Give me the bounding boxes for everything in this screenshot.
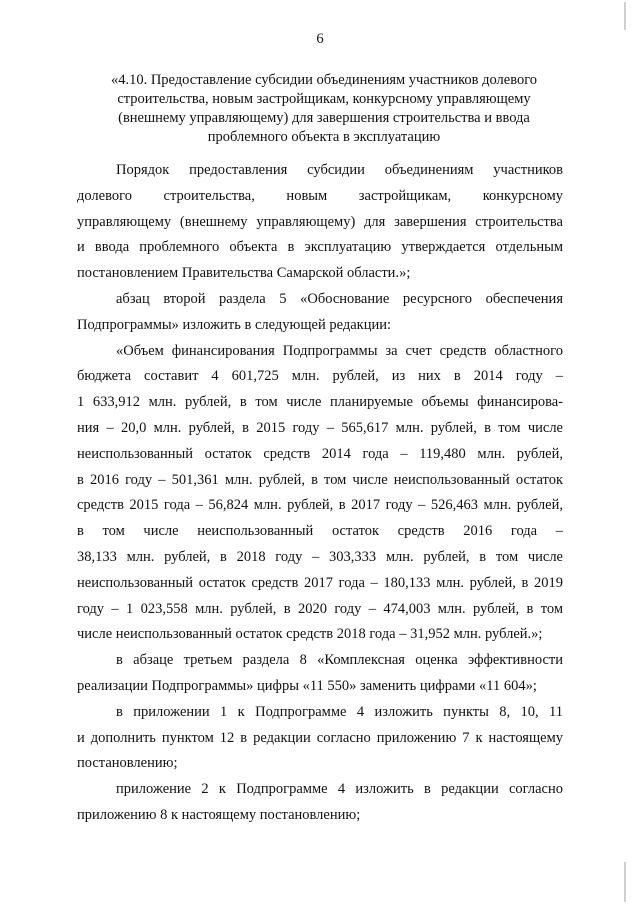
paragraph-line: и дополнить пунктом 12 в редакции согласно приложению 7 к настоящему — [77, 729, 563, 746]
paragraph-line: году – 1 023,558 млн. рублей, в 2020 году – 474,003 млн. рублей, в том — [77, 600, 563, 617]
paragraph-line: в приложении 1 к Подпрограмме 4 изложить пункты 8, 10, 11 — [116, 703, 563, 720]
heading-line: «4.10. Предоставление субсидии объединениям участников долевого — [110, 72, 538, 88]
paragraph-line: неиспользованный остаток средств 2017 года – 180,133 млн. рублей, в 2019 — [77, 574, 563, 591]
paragraph-line: постановлением Правительства Самарской области.»; — [77, 265, 411, 282]
paragraph-line: неиспользованный остаток средств 2014 года – 119,480 млн. рублей, — [77, 445, 563, 462]
paragraph-line: бюджета составит 4 601,725 млн. рублей, из них в 2014 году – — [77, 368, 563, 385]
body-paragraph — [77, 287, 563, 339]
paragraph-line: числе неиспользованный остаток средств 2018 года – 31,952 млн. рублей.»; — [77, 626, 543, 643]
heading-line: строительства, новым застройщикам, конкурсному управляющему — [117, 91, 531, 107]
body-paragraph — [77, 158, 563, 287]
paragraph-line: в 2016 году – 501,361 млн. рублей, в том числе неиспользованный остаток — [77, 471, 563, 488]
paragraph-line: приложению 8 к настоящему постановлению; — [77, 806, 361, 823]
paragraph-line: «Объем финансирования Подпрограммы за счет средств областного — [116, 342, 563, 359]
body-paragraph — [77, 777, 563, 829]
paragraph-line: постановлению; — [77, 755, 178, 772]
section-heading — [82, 71, 566, 147]
paragraph-line: в том числе неиспользованный остаток средств 2016 года – — [77, 523, 563, 540]
paragraph-line: и ввода проблемного объекта в эксплуатацию утверждается отдельным — [77, 239, 563, 256]
paragraph-line: реализации Подпрограммы» цифры «11 550» заменить цифрами «11 604»; — [77, 677, 537, 694]
paragraph-line: 38,133 млн. рублей, в 2018 году – 303,333 млн. рублей, в том числе — [77, 548, 563, 565]
heading-line: (внешнему управляющему) для завершения строительства и ввода — [118, 110, 530, 126]
heading-line: проблемного объекта в эксплуатацию — [207, 129, 441, 145]
body-paragraph — [77, 700, 563, 777]
paragraph-line: абзац второй раздела 5 «Обоснование ресурсного обеспечения — [116, 290, 563, 307]
paragraph-line: 1 633,912 млн. рублей, в том числе планируемые объемы финансирова- — [77, 394, 563, 411]
paragraph-line: в абзаце третьем раздела 8 «Комплексная оценка эффективности — [116, 652, 563, 669]
scan-artifact — [624, 862, 626, 902]
paragraph-line: Порядок предоставления субсидии объединениям участников — [116, 162, 563, 178]
page-number: 6 — [316, 31, 324, 47]
body-paragraph — [77, 339, 563, 649]
paragraph-line: приложение 2 к Подпрограмме 4 изложить в редакции согласно — [116, 781, 563, 798]
paragraph-line: ния – 20,0 млн. рублей, в 2015 году – 565,617 млн. рублей, в том числе — [77, 419, 563, 436]
paragraph-line: долевого строительства, новым застройщикам, конкурсному — [77, 187, 563, 204]
paragraph-line: управляющему (внешнему управляющему) для завершения строительства — [77, 213, 563, 230]
body-paragraph — [77, 648, 563, 700]
paragraph-line: средств 2015 года – 56,824 млн. рублей, в 2017 году – 526,463 млн. рублей, — [77, 497, 563, 514]
paragraph-line: Подпрограммы» изложить в следующей редакции: — [77, 316, 392, 333]
scan-artifact — [624, 2, 626, 30]
document-body — [77, 158, 563, 829]
